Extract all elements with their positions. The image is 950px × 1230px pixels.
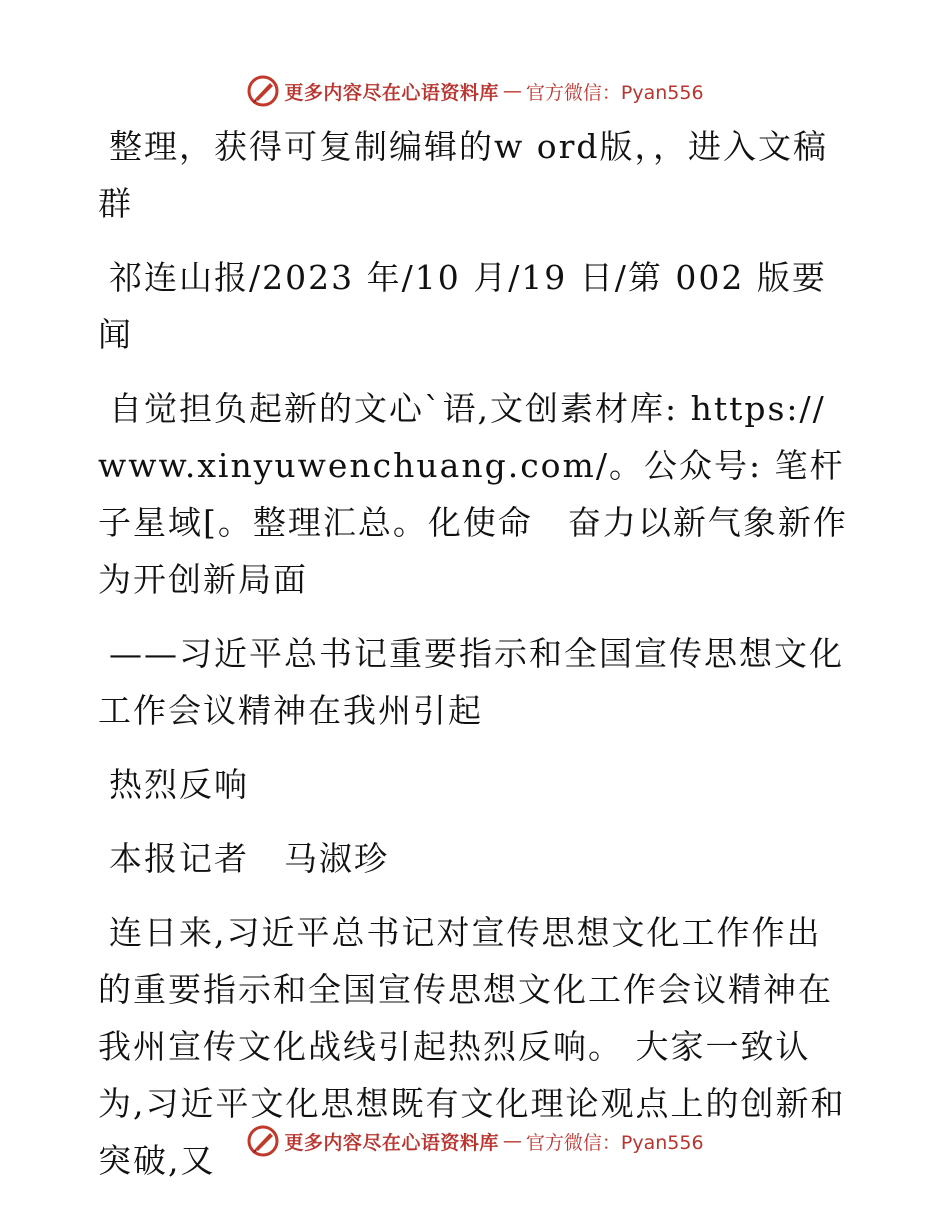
banner-title: 更多内容尽在心语资料库: [284, 1131, 499, 1154]
article-headline: 自觉担负起新的文心`语,文创素材库: https://www.xinyuwenchuang.com/。公众号: 笔杆子星域[。整理汇总。化使命 奋力以新气象新作为开创新局面: [98, 389, 848, 599]
banner-separator: —: [502, 1130, 522, 1152]
banner-title: 更多内容尽在心语资料库: [284, 81, 499, 104]
body-paragraph: 整理，获得可复制编辑的w ord版，，进入文稿群: [98, 127, 829, 223]
body-paragraph: 连日来,习近平总书记对宣传思想文化工作作出的重要指示和全国宣传思想文化工作会议精神在我州宣传文化战线引起热烈反响。 大家一致认为,习近平文化思想既有文化理论观点上的创新和突破,又: [98, 913, 846, 1180]
footer-watermark-banner: [0, 1121, 950, 1161]
quill-pen-logo-icon: [246, 74, 280, 108]
header-watermark-banner: [0, 71, 950, 111]
reporter-byline: 本报记者 马淑珍: [109, 839, 389, 878]
banner-official-account: 官方微信：Pyan556: [525, 81, 704, 104]
quill-pen-logo-icon: [246, 1124, 280, 1158]
banner-separator: —: [502, 80, 522, 102]
article-subheadline: ——习近平总书记重要指示和全国宣传思想文化工作会议精神在我州引起: [98, 634, 844, 730]
document-body: [98, 118, 854, 1189]
banner-official-account: 官方微信：Pyan556: [525, 1131, 704, 1154]
article-subheadline-continued: 热烈反响: [109, 765, 249, 804]
publication-info: 祁连山报/2023 年/10 月/19 日/第 002 版要闻: [98, 258, 827, 354]
